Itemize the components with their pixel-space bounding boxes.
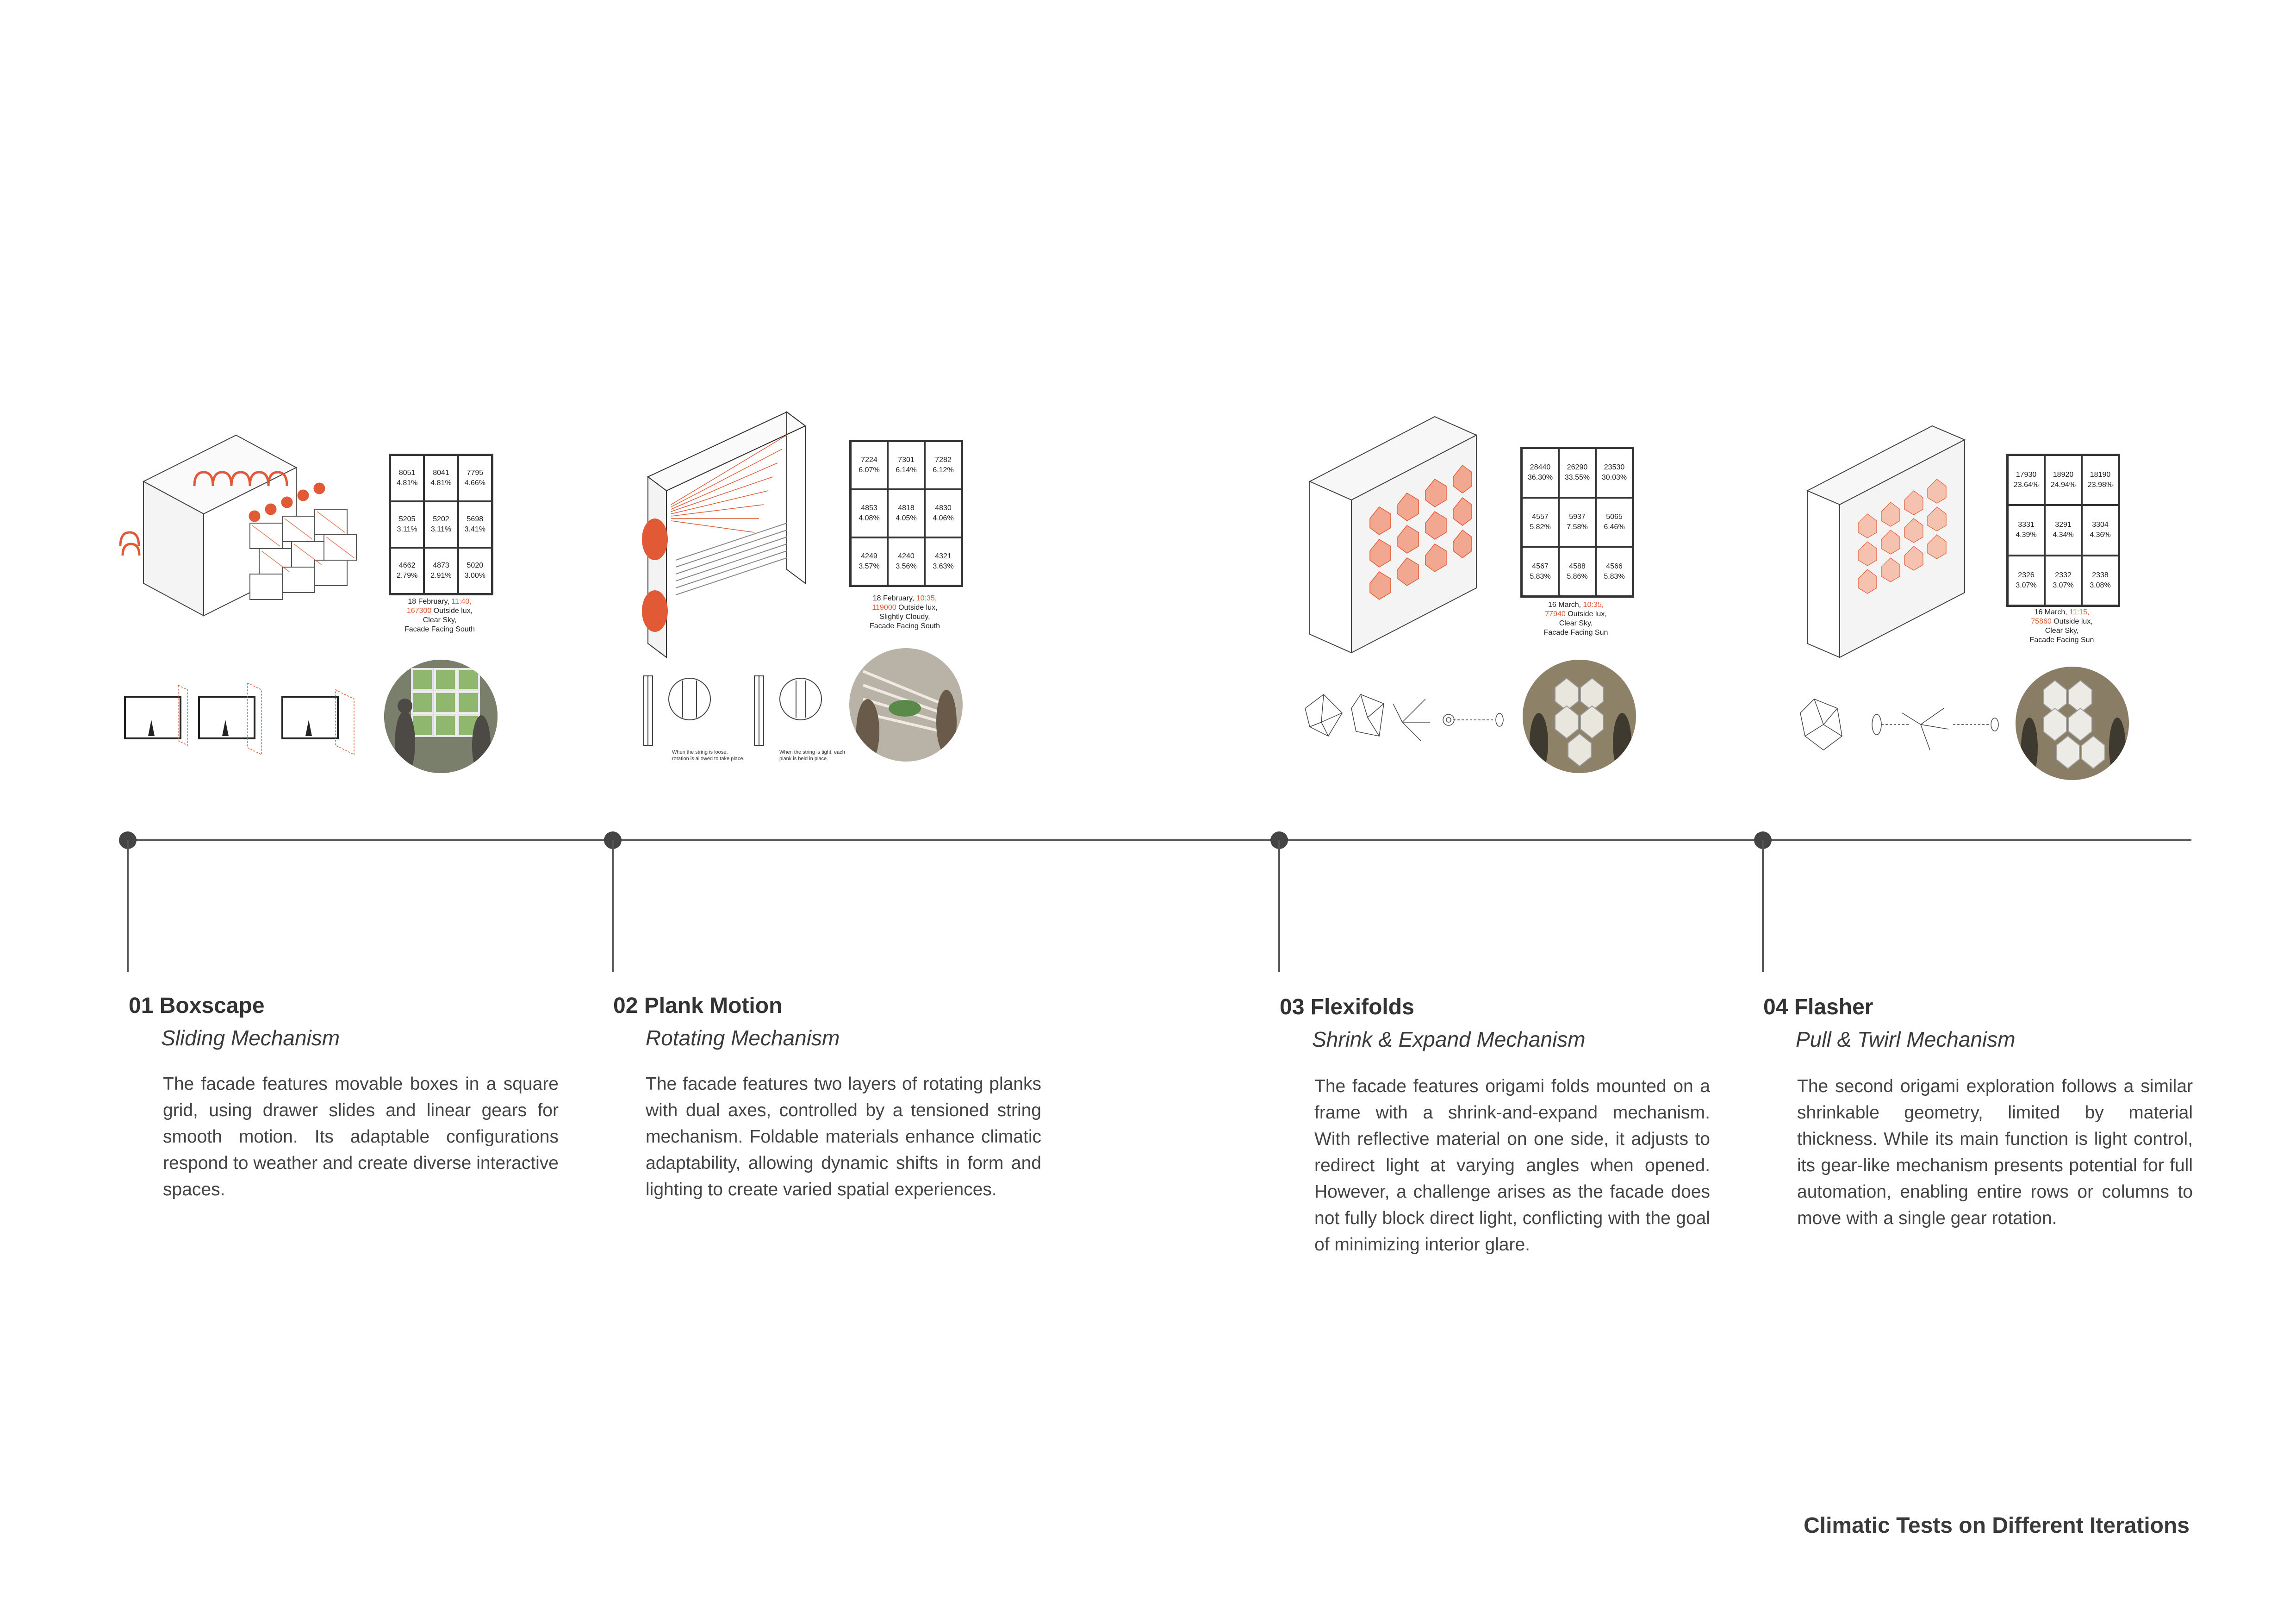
lux-percentage: 4.08% (859, 514, 880, 522)
lux-table-cell (2045, 556, 2082, 606)
lux-value: 5937 (1569, 512, 1586, 521)
lux-table-cell (2008, 455, 2045, 505)
lux-value: 5698 (467, 515, 484, 523)
lux-percentage: 3.11% (430, 525, 452, 533)
lux-value: 2332 (2055, 571, 2072, 579)
lux-table-cell (2008, 556, 2045, 606)
boxscape-photo (384, 660, 498, 773)
lux-value: 4873 (433, 562, 449, 569)
timeline-line (127, 839, 2191, 841)
lux-percentage: 4.36% (2090, 531, 2111, 539)
lux-table-cell (2082, 505, 2119, 555)
timeline-stem-04 (1762, 840, 1764, 972)
timeline-stem-02 (612, 840, 614, 972)
lux-table-cell (424, 501, 458, 548)
iteration-mechanism-04: Pull & Twirl Mechanism (1796, 1027, 2016, 1051)
lux-percentage: 4.34% (2053, 531, 2074, 539)
lux-table-cell (1522, 448, 1559, 498)
lux-table-cell (390, 455, 424, 501)
lux-value: 18920 (2053, 471, 2074, 479)
lux-value: 4567 (1532, 562, 1549, 570)
iteration-description-02: The facade features two layers of rotating planks with dual axes, controlled by a tensioned string mechanism. Foldable materials enhance climatic adaptability, allowing dynamic shifts in form and lighting to create varied spatial experiences. (646, 1074, 1041, 1199)
flasher-measurement-caption: 16 March, 11:15, 75860 Outside lux, Clear Sky, Facade Facing Sun (2029, 608, 2094, 644)
lux-percentage: 4.39% (2016, 531, 2037, 539)
lux-table-cell (424, 455, 458, 501)
iteration-title-02: 02 Plank Motion (613, 993, 783, 1018)
lux-percentage: 3.07% (2016, 581, 2037, 589)
lux-table-cell (888, 489, 925, 537)
lux-table-cell (925, 537, 962, 586)
plank-motion-photo (849, 648, 963, 762)
lux-table-cell (1559, 448, 1596, 498)
iteration-title-01: 01 Boxscape (129, 993, 265, 1018)
flexifolds-photo (1523, 660, 1636, 773)
lux-table-cell (1522, 547, 1559, 596)
lux-percentage: 4.81% (430, 479, 452, 487)
lux-table-cell (888, 537, 925, 586)
lux-value: 28440 (1530, 463, 1551, 472)
lux-value: 3304 (2092, 521, 2109, 529)
lux-percentage: 3.56% (896, 562, 917, 570)
page-footer-title: Climatic Tests on Different Iterations (1804, 1513, 2190, 1538)
iteration-mechanism-03: Shrink & Expand Mechanism (1312, 1027, 1586, 1051)
lux-table-cell (1559, 547, 1596, 596)
lux-percentage: 2.91% (430, 572, 452, 580)
iteration-description-04: The second origami exploration follows a similar shrinkable geometry, limited by material thickness. While its main function is light control, its gear-like mechanism presents potential for full automation, enabling entire rows or columns to move with a single gear rotation. (1797, 1076, 2193, 1228)
lux-percentage: 2.79% (396, 572, 418, 580)
lux-table-cell (888, 441, 925, 489)
lux-table-cell (390, 548, 424, 594)
flexifolds-measurement-caption: 16 March, 10:35, 77940 Outside lux, Clear Sky, Facade Facing Sun (1543, 601, 1608, 637)
lux-percentage: 7.58% (1567, 523, 1588, 531)
lux-value: 2338 (2092, 571, 2109, 579)
lux-value: 26290 (1567, 463, 1588, 472)
boxscape-section-drawings (123, 681, 373, 759)
lux-value: 3331 (2018, 521, 2035, 529)
flexifolds-panel-drawing (1305, 412, 1500, 653)
lux-percentage: 6.12% (933, 466, 954, 474)
iteration-description-03: The facade features origami folds mounted on a frame with a shrink-and-expand mechanism. With reflective material on one side, it adjusts to redirect light at varying angles when opened. However, a challenge arises as the facade does not fully block direct light, conflicting with the goal of minimizing interior glare. (1314, 1076, 1710, 1255)
lux-table-cell (925, 441, 962, 489)
lux-percentage: 3.07% (2053, 581, 2074, 589)
lux-percentage: 23.64% (2013, 481, 2039, 489)
lux-value: 4818 (898, 504, 915, 512)
lux-percentage: 3.00% (464, 572, 486, 580)
lux-value: 5065 (1606, 512, 1623, 521)
lux-percentage: 36.30% (1527, 474, 1553, 482)
lux-percentage: 5.83% (1604, 572, 1625, 581)
lux-table-cell (1596, 448, 1633, 498)
lux-table-cell (458, 455, 492, 501)
lux-percentage: 5.83% (1530, 572, 1551, 581)
lux-value: 4566 (1606, 562, 1623, 570)
lux-value: 8041 (433, 469, 449, 477)
lux-table-cell (2045, 505, 2082, 555)
lux-table-cell (851, 441, 888, 489)
plank-motion-drawing (634, 407, 828, 667)
timeline-stem-03 (1278, 840, 1280, 972)
lux-percentage: 3.08% (2090, 581, 2111, 589)
lux-value: 4853 (861, 504, 877, 512)
flasher-photo (2016, 667, 2129, 780)
lux-value: 4249 (861, 552, 877, 560)
lux-percentage: 24.94% (2050, 481, 2076, 489)
lux-percentage: 3.57% (859, 562, 880, 570)
lux-value: 17930 (2016, 471, 2037, 479)
lux-value: 8051 (398, 469, 416, 477)
iteration-mechanism-02: Rotating Mechanism (646, 1026, 840, 1050)
lux-percentage: 5.82% (1530, 523, 1551, 531)
lux-value: 3291 (2055, 521, 2072, 529)
lux-table-cell (1596, 547, 1633, 596)
lux-percentage: 4.05% (896, 514, 917, 522)
lux-percentage: 6.14% (896, 466, 917, 474)
iteration-mechanism-01: Sliding Mechanism (161, 1026, 340, 1050)
lux-percentage: 33.55% (1564, 474, 1590, 482)
plank-motion-measurement-caption: 18 February, 10:35, 119000 Outside lux, Slightly Cloudy, Facade Facing South (869, 594, 940, 630)
lux-table-cell (458, 548, 492, 594)
lux-percentage: 3.41% (464, 525, 486, 533)
lux-value: 7282 (935, 456, 952, 464)
lux-percentage: 5.86% (1567, 572, 1588, 581)
lux-value: 4321 (935, 552, 952, 560)
lux-value: 7795 (467, 469, 484, 477)
lux-percentage: 4.06% (933, 514, 954, 522)
lux-percentage: 23.98% (2087, 481, 2113, 489)
iteration-description-01: The facade features movable boxes in a square grid, using drawer slides and linear gears for smooth motion. Its adaptable configurations respond to weather and create diverse interactive spaces. (163, 1074, 559, 1199)
plank-motion-lux-table (849, 440, 963, 587)
flexifolds-mechanism-drawings (1300, 685, 1560, 778)
lux-table-cell (851, 489, 888, 537)
lux-table-cell (2082, 556, 2119, 606)
lux-table-cell (2082, 455, 2119, 505)
lux-value: 5020 (467, 562, 484, 569)
lux-percentage: 3.11% (397, 525, 417, 533)
lux-value: 2326 (2018, 571, 2035, 579)
lux-value: 23530 (1604, 463, 1625, 472)
iteration-title-04: 04 Flasher (1763, 995, 1873, 1019)
lux-table-cell (1522, 498, 1559, 547)
lux-value: 4662 (398, 562, 416, 569)
lux-value: 4830 (935, 504, 952, 512)
lux-value: 4557 (1532, 512, 1549, 521)
lux-table-cell (458, 501, 492, 548)
lux-value: 5205 (398, 515, 416, 523)
flexifolds-lux-table (1520, 447, 1634, 598)
lux-value: 7224 (861, 456, 877, 464)
flasher-lux-table (2006, 454, 2120, 607)
lux-table-cell (390, 501, 424, 548)
lux-value: 18190 (2090, 471, 2111, 479)
lux-value: 5202 (433, 515, 449, 523)
flasher-panel-drawing (1803, 417, 1997, 667)
lux-percentage: 30.03% (1601, 474, 1627, 482)
plank-note-loose: When the string is loose, rotation is allowed to take place. (672, 750, 745, 762)
lux-value: 4240 (898, 552, 915, 560)
lux-table-cell (1559, 498, 1596, 547)
lux-table-cell (851, 537, 888, 586)
boxscape-measurement-caption: 18 February, 11:40, 167300 Outside lux, Clear Sky, Facade Facing South (404, 598, 475, 633)
lux-percentage: 4.66% (464, 479, 486, 487)
lux-table-cell (424, 548, 458, 594)
lux-value: 4588 (1569, 562, 1586, 570)
timeline-stem-01 (127, 840, 129, 972)
boxscape-lux-table (389, 454, 493, 595)
lux-value: 7301 (898, 456, 915, 464)
lux-table-cell (2045, 455, 2082, 505)
lux-percentage: 6.07% (859, 466, 880, 474)
iteration-title-03: 03 Flexifolds (1280, 995, 1414, 1019)
boxscape-isometric-drawing (111, 431, 389, 662)
lux-percentage: 6.46% (1604, 523, 1625, 531)
plank-note-tight: When the string is tight, each plank is held in place. (779, 750, 845, 762)
lux-table-cell (925, 489, 962, 537)
lux-percentage: 3.63% (933, 562, 954, 570)
lux-table-cell (1596, 498, 1633, 547)
lux-table-cell (2008, 505, 2045, 555)
lux-percentage: 4.81% (396, 479, 418, 487)
flasher-mechanism-drawings (1796, 690, 2055, 782)
